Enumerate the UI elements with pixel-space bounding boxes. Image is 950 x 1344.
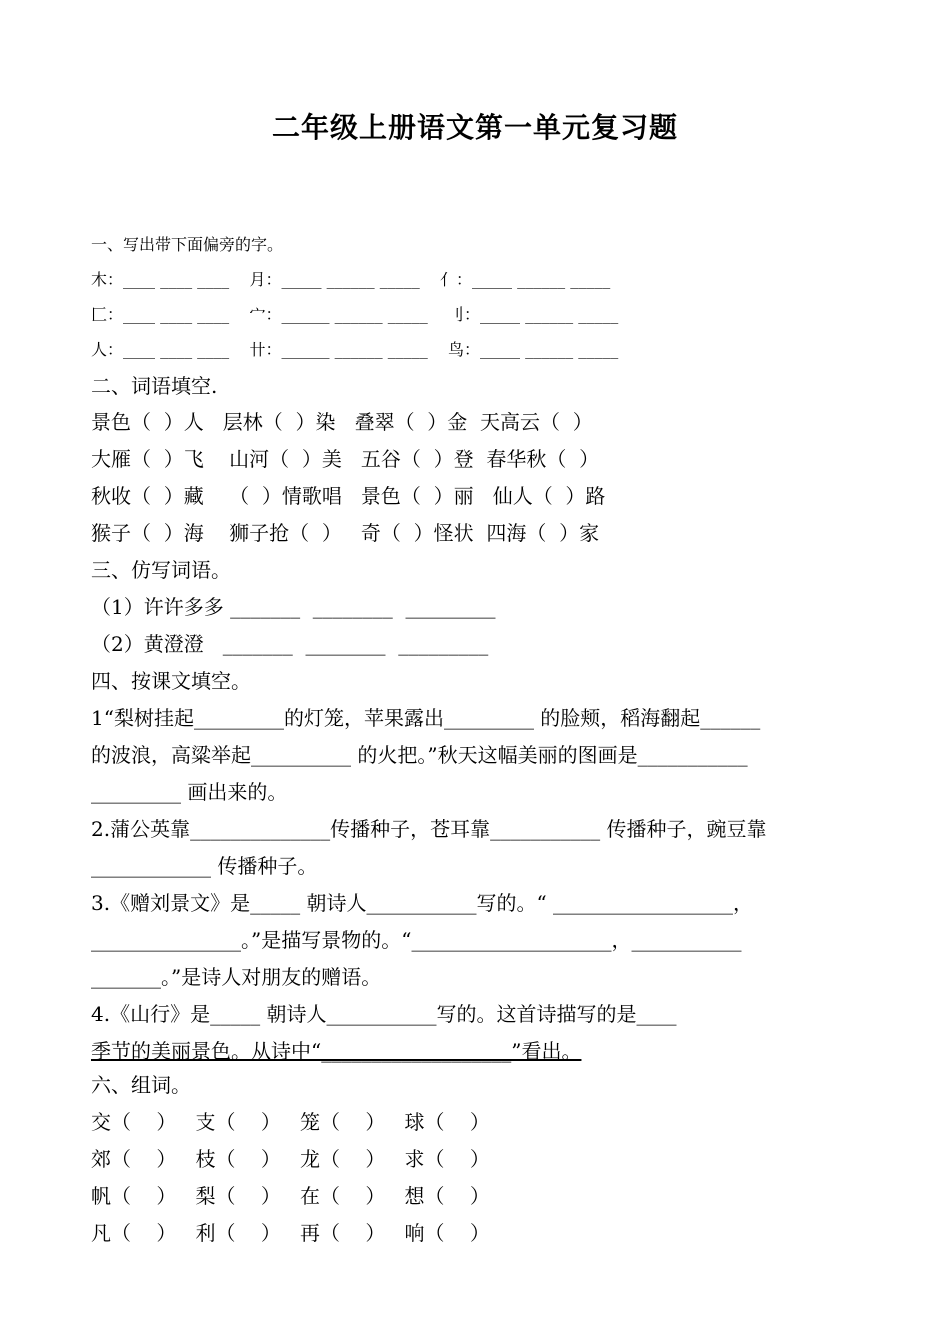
imitate-item-2: （2）黄澄澄 _______ ________ _________ [91,632,489,656]
word-fill-row-2: 大雁（ ）飞 山河（ ）美 五谷（ ）登 春华秋（ ） [91,447,600,471]
compose-row-3: 帆（ ） 梨（ ） 在（ ） 想（ ） [91,1184,490,1208]
text-fill-line-10: 季节的美丽景色。从诗中“___________________”看出。 [91,1039,582,1063]
text-fill-line-6: 3.《赠刘景文》是_____ 朝诗人___________写的。“ __________________， [91,891,754,915]
radical-row-3: 人：____ ____ ____ 卄：______ ______ _____ 鸟：_____ ______ _____ [91,340,619,359]
text-fill-line-3: _________ 画出来的。 [91,780,288,804]
radical-row-2: 匚：____ ____ ____ 宀：______ ______ _____ 刂：_____ ______ _____ [91,305,619,324]
compose-row-4: 凡（ ） 利（ ） 再（ ） 响（ ） [91,1221,490,1245]
word-fill-row-4: 猴子（ ）海 狮子抢（ ） 奇（ ）怪状 四海（ ）家 [91,521,600,545]
section-1-heading: 一、写出带下面偏旁的字。 [91,235,284,254]
imitate-item-1: （1）许许多多 _______ ________ _________ [91,595,496,619]
text-fill-line-2: 的波浪，高粱举起__________ 的火把。”秋天这幅美丽的图画是___________ [91,743,748,767]
compose-row-1: 交（ ） 支（ ） 笼（ ） 球（ ） [91,1110,490,1134]
text-fill-line-1: 1“梨树挂起_________的灯笼，苹果露出_________ 的脸颊，稻海翻起______ [91,706,761,730]
section-4-heading: 四、按课文填空。 [91,669,251,693]
text-fill-line-5: ____________ 传播种子。 [91,854,318,878]
text-fill-line-7: _______________。”是描写景物的。“____________________，___________ [91,928,742,952]
compose-row-2: 郊（ ） 枝（ ） 龙（ ） 求（ ） [91,1147,490,1171]
section-6-heading: 六、组词。 [91,1073,191,1097]
section-2-heading: 二、词语填空. [91,374,218,398]
word-fill-row-3: 秋收（ ）藏 （ ）情歌唱 景色（ ）丽 仙人（ ）路 [91,484,606,508]
section-3-heading: 三、仿写词语。 [91,558,231,582]
text-fill-line-8: _______。”是诗人对朋友的赠语。 [91,965,382,989]
text-fill-line-9: 4.《山行》是_____ 朝诗人___________写的。这首诗描写的是____ [91,1002,677,1026]
radical-row-1: 木：____ ____ ____ 月：_____ ______ _____ 亻：_____ ______ _____ [91,270,611,289]
word-fill-row-1: 景色（ ）人 层林（ ）染 叠翠（ ）金 天高云（ ） [91,410,593,434]
page-title: 二年级上册语文第一单元复习题 [271,111,678,144]
text-fill-line-4: 2.蒲公英靠______________传播种子，苍耳靠___________ 传播种子，豌豆靠 [91,817,767,841]
